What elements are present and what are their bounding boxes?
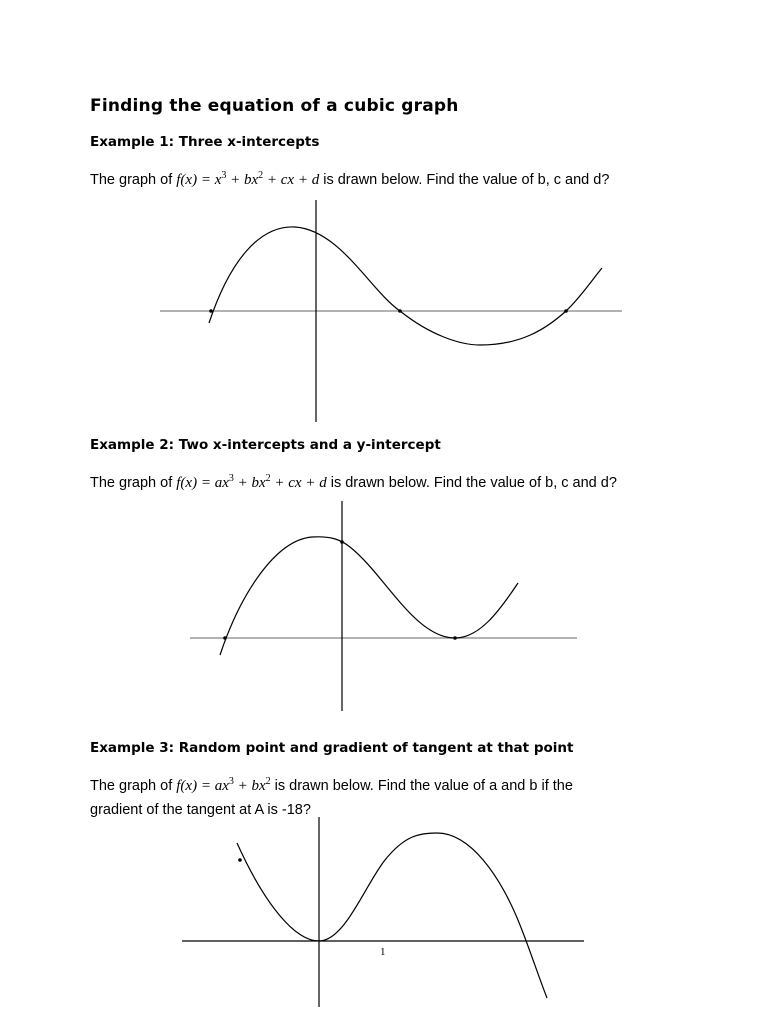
exponent: 2 [265,776,271,787]
point-a [238,858,242,862]
function-part: + cx + d [263,172,320,188]
example-2-text-before: The graph of [90,475,177,491]
example-1-text-after: is drawn below. Find the value of b, c and d? [319,172,610,188]
example-3-text-line2: gradient of the tangent at A is -18? [90,802,311,818]
exponent: 3 [221,170,227,181]
function-part: f(x) = ax [176,475,229,491]
example-2-text-after: is drawn below. Find the value of b, c and d? [326,475,617,491]
example-1-text [90,164,690,192]
example-3-text-before: The graph of [90,778,177,794]
x-intercept-point [398,309,402,313]
cubic-curve [209,227,602,345]
x-intercept-point [209,309,213,313]
page-title: Finding the equation of a cubic graph [90,96,459,116]
example-2-graph [0,495,768,720]
x-intercept-point [564,309,568,313]
exponent: 2 [258,170,264,181]
example-1-graph [0,190,768,430]
cubic-curve [237,833,547,998]
function-part: f(x) = ax [176,778,229,794]
example-2-heading: Example 2: Two x-intercepts and a y-intercept [90,437,441,453]
example-3-heading: Example 3: Random point and gradient of tangent at that point [90,740,574,756]
example-3-text-after: is drawn below. Find the value of a and b if the [270,778,573,794]
exponent: 3 [228,473,234,484]
exponent: 2 [265,473,271,484]
exponent: 3 [228,776,234,787]
example-1-heading: Example 1: Three x-intercepts [90,134,320,150]
tick-label-1: 1 [380,946,386,958]
example-3-graph [0,815,768,1020]
function-part: + cx + d [270,475,327,491]
y-intercept-point [340,540,344,544]
example-1-text-before: The graph of [90,172,177,188]
turning-point [453,636,457,640]
example-2-function [176,475,326,491]
function-part: + bx [233,475,266,491]
example-1-function [176,172,319,188]
example-3-function [176,778,270,794]
function-part: + bx [233,778,266,794]
function-part: + bx [226,172,259,188]
x-intercept-point [223,636,227,640]
function-part: f(x) = x [176,172,222,188]
example-2-text [90,467,690,495]
